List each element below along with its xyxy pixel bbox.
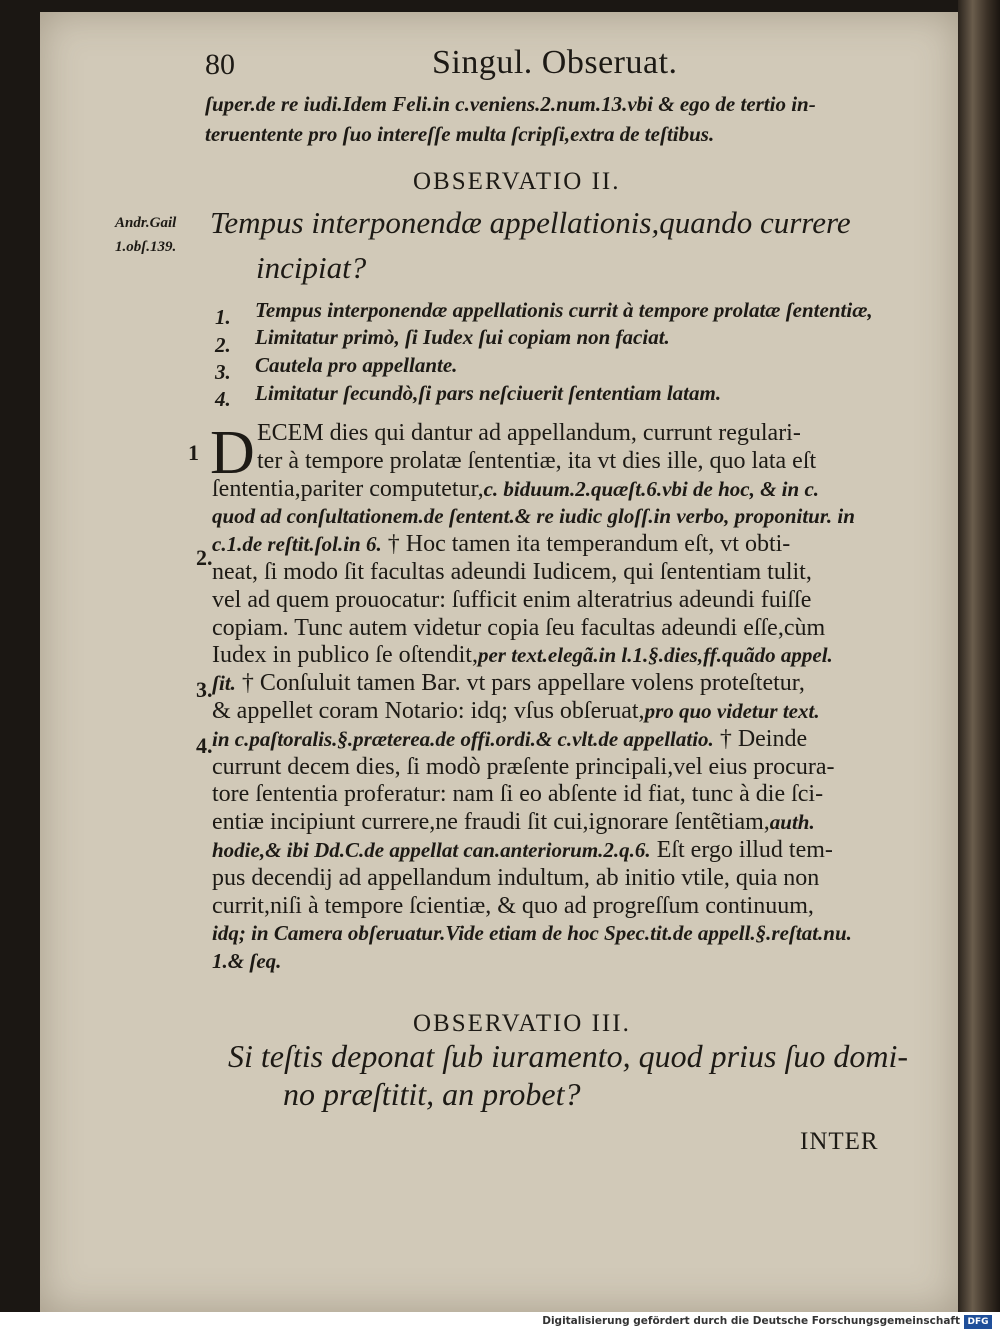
citation-text: quod ad conſultationem.de ſentent.& re iudic gloſſ.in verbo, proponitur. in <box>212 504 855 529</box>
summary-item: Limitatur primò, ſi Iudex ſui copiam non faciat. <box>255 325 670 349</box>
body-text-span: † Deinde <box>713 725 808 752</box>
body-text-span: & appellet coram Notario: idq; vſus obſeruat, <box>212 698 645 724</box>
citation-text: hodie,& ibi Dd.C.de appellat can.anteriorum.2.q.6. <box>212 838 651 862</box>
body-line <box>212 754 834 781</box>
body-line <box>212 920 852 947</box>
citation-text: in c.paſtoralis.§.præterea.de offi.ordi.& c.vlt.de appellatio. <box>212 726 714 751</box>
body-text-span: ſententia,pariter computetur, <box>212 475 484 502</box>
catchword: INTER <box>800 1128 879 1155</box>
body-line <box>212 503 855 530</box>
summary-item: Cautela pro appellante. <box>255 353 458 377</box>
section-title: Tempus interponendæ appellationis,quando currere <box>210 205 851 240</box>
body-text-span: Iudex in publico ſe oſtendit, <box>212 642 478 669</box>
margin-number: 3. <box>196 677 213 702</box>
body-text-span: entiæ incipiunt currere,ne fraudi ſit cui,ignorare ſentẽtiam, <box>212 809 770 836</box>
footer-bar <box>0 1312 1000 1332</box>
running-head: Singul. Obseruat. <box>432 44 678 81</box>
body-text-span: † Hoc tamen ita temperandum eſt, vt obti- <box>381 531 791 558</box>
body-text-span: ECEM dies qui dantur ad appellandum, currunt regulari- <box>257 420 801 446</box>
margin-number: 2. <box>196 545 213 570</box>
body-text-span: Eſt ergo illud tem- <box>650 837 833 863</box>
margin-number: 4. <box>196 733 213 758</box>
body-line <box>212 893 814 920</box>
body-line <box>212 781 823 808</box>
body-line <box>212 698 820 725</box>
citation-text: ſit. <box>212 671 236 696</box>
body-line <box>212 642 833 669</box>
drop-cap: D <box>210 419 255 487</box>
body-text-span: † Conſuluit tamen Bar. vt pars appellare volens proteſtetur, <box>235 670 805 697</box>
section-heading: OBSERVATIO III. <box>413 1010 631 1037</box>
body-text-span: ter à tempore prolatæ ſententiæ, ita vt dies ille, quo lata eſt <box>257 447 817 474</box>
body-line <box>212 670 805 697</box>
section-title: no præſtitit, an probet? <box>283 1076 581 1112</box>
body-text-span: tore ſententia proferatur: nam ſi eo abſente id fiat, tunc à die ſci- <box>212 781 824 808</box>
body-line <box>212 837 833 864</box>
section-heading: OBSERVATIO II. <box>413 168 621 195</box>
citation-text: 1.& ſeq. <box>212 949 282 974</box>
citation-text: pro quo videtur text. <box>644 699 820 723</box>
summary-number: 2. <box>215 333 231 357</box>
dfg-logo: DFG <box>964 1315 992 1329</box>
citation-text: idq; in Camera obſeruatur.Vide etiam de hoc Spec.tit.de appell.§.reſtat.nu. <box>212 921 852 946</box>
margin-note: Andr.Gail <box>115 215 177 231</box>
book-spine <box>958 0 1000 1312</box>
intro-line: ſuper.de re iudi.Idem Feli.in c.veniens.2.num.13.vbi & ego de tertio in- <box>205 92 816 116</box>
summary-item: Limitatur ſecundò,ſi pars neſciuerit ſententiam latam. <box>255 381 722 405</box>
page-number: 80 <box>205 48 235 81</box>
margin-number: 1 <box>188 440 199 465</box>
body-line <box>212 476 819 503</box>
body-line <box>212 865 819 892</box>
intro-line: teruentente pro ſuo intereſſe multa ſcripſi,extra de teſtibus. <box>205 122 715 146</box>
summary-number: 1. <box>215 305 231 329</box>
body-line <box>257 420 801 447</box>
body-line <box>212 559 812 586</box>
section-title: Si teſtis deponat ſub iuramento, quod prius ſuo domi- <box>228 1038 908 1074</box>
body-line <box>212 587 811 614</box>
body-text-span: copiam. Tunc autem videtur copia ſeu facultas adeundi eſſe,cùm <box>212 614 826 641</box>
body-line <box>212 615 825 642</box>
body-line <box>212 531 790 558</box>
margin-note: 1.obſ.139. <box>115 239 177 255</box>
body-line <box>212 726 807 753</box>
body-line <box>212 809 815 836</box>
citation-text: per text.elegã.in l.1.§.dies,ff.quãdo appel. <box>477 643 833 668</box>
body-text-span: neat, ſi modo ſit facultas adeundi Iudicem, qui ſententiam tulit, <box>212 559 812 585</box>
body-text-span: currit,niſi à tempore ſcientiæ, & quo ad progreſſum continuum, <box>212 892 814 919</box>
body-line <box>257 448 816 475</box>
body-text-span: vel ad quem prouocatur: ſufficit enim alteratrius adeundi fuiſſe <box>212 586 812 613</box>
citation-text: c. biduum.2.quæſt.6.vbi de hoc, & in c. <box>483 476 820 501</box>
citation-text: c.1.de reſtit.ſol.in 6. <box>212 532 382 557</box>
citation-text: auth. <box>769 810 815 835</box>
section-title: incipiat? <box>256 250 367 285</box>
body-line <box>212 948 281 975</box>
body-text-span: pus decendij ad appellandum indultum, ab initio vtile, quia non <box>212 864 820 891</box>
summary-number: 3. <box>215 360 231 384</box>
footer-credit: Digitalisierung gefördert durch die Deutsche Forschungsgemeinschaft <box>542 1315 960 1327</box>
summary-number: 4. <box>215 387 231 411</box>
body-text-span: currunt decem dies, ſi modò præſente principali,vel eius procura- <box>212 753 835 780</box>
summary-item: Tempus interponendæ appellationis currit à tempore prolatæ ſententiæ, <box>255 298 873 322</box>
